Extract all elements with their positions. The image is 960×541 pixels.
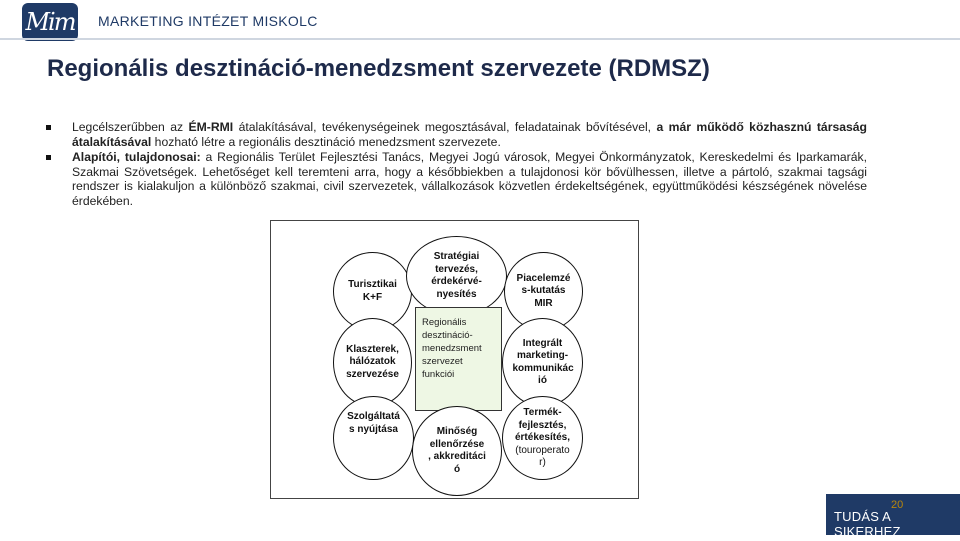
node-termek [502, 396, 583, 480]
node-klaszterek [333, 318, 412, 407]
bullet-1 [45, 120, 867, 149]
bullet-2-text-a: a Regionális Terület Fejlesztési Tanács, Megyei Jogú városok, Megyei Önkormányzatok, Kereskedelmi és Iparkamarák, Szakmai Szövetségek. [72, 150, 867, 179]
node-szolgaltatas-label: Szolgáltatá s nyújtása [347, 411, 400, 435]
bullet-2 [45, 150, 867, 208]
node-turisztikai-label: Turisztikai K+F [348, 279, 397, 303]
bullet-list [45, 120, 867, 210]
node-piacelemzes-label: Piacelemzé s-kutatás MIR [516, 272, 571, 309]
node-termek-label [513, 407, 573, 470]
node-klaszterek-label: Klaszterek, hálózatok szervezése [346, 343, 399, 380]
logo-text: Mim [25, 8, 75, 36]
bullet-1-bold-b: a már működő közhasznú társaság átalakításával [72, 120, 868, 149]
footer-slogan: TUDÁS A SIKERHEZ [834, 509, 901, 539]
bullet-1-text-b: átalakításával, tevékenységeinek megosztásával, feladatainak bővítésével, [233, 120, 657, 134]
node-strategiai [406, 236, 507, 316]
node-strategiai-label: Stratégiai tervezés, érdekérvé-nyesítés [431, 251, 482, 300]
node-minoseg-label: Minőség ellenőrzése , akkreditáci ó [428, 426, 486, 475]
node-integralt [502, 318, 583, 407]
node-minoseg [412, 406, 502, 496]
bullet-2-text-b: Lehetőséget kell teremteni arra, hogy a későbbiekben a tulajdonosi kör bővülhessen, illetve a pártoló, szakmai tagsági rendszer is kialakuljon a különböző szakmai, civil szervezetek, vállalkozások közvetlen érdekeltségének, együttműködési készségének növelése érdekében. [72, 164, 867, 208]
logo [22, 3, 78, 41]
center-box: Regionális desztináció-menedzsment szervezet funkciói [415, 307, 502, 411]
bullet-1-text-a: Legcélszerűbben az [72, 120, 189, 134]
bullet-1-bold-a: ÉM-RMI [188, 120, 234, 134]
header-divider [0, 38, 960, 40]
node-integralt-label: Integrált marketing-kommunikác ió [512, 337, 574, 386]
brand-name: MARKETING INTÉZET MISKOLC [98, 13, 318, 29]
functions-diagram [270, 220, 639, 499]
bullet-1-text-c: hozható létre a regionális desztináció menedzsment szervezete. [151, 134, 501, 149]
slide-title: Regionális desztináció-menedzsment szervezete (RDMSZ) [47, 55, 710, 82]
header-bar [0, 0, 960, 44]
node-szolgaltatas [333, 396, 414, 480]
bullet-2-bold: Alapítói, tulajdonosai: [72, 150, 201, 165]
node-termek-normal: (touroperato r) [515, 444, 570, 468]
page-number: 20 [891, 499, 904, 511]
node-termek-bold: Termék-fejlesztés, értékesítés, [514, 407, 571, 443]
